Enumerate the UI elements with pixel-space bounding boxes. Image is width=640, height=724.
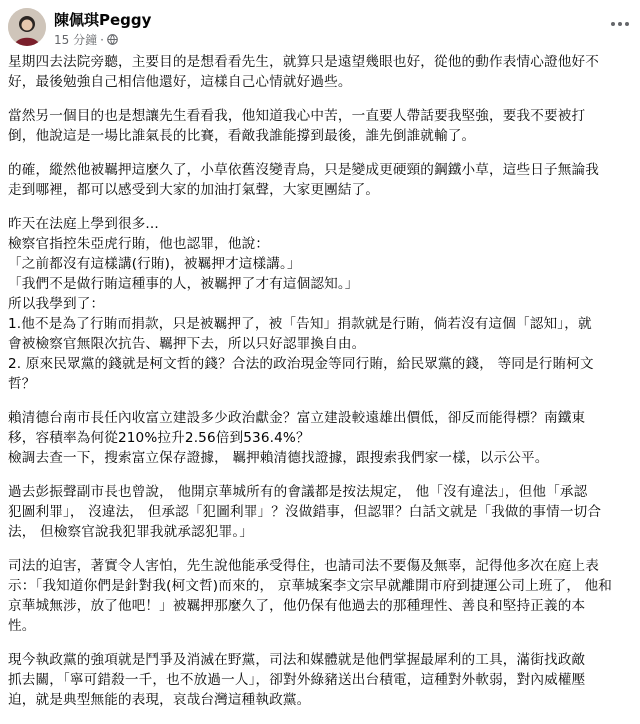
paragraph-line: 過去彭振聲副市長也曾說， 他開京華城所有的會議都是按法規定， 他「沒有違法」，但他「承認 [8,484,588,500]
paragraph-line: 「我們不是做行賄這種事的人，被羈押了才有這個認知。」 [8,276,359,292]
paragraph-line: 會被檢察官無限次抗告、羈押下去，所以只好認罪換自由。 [8,336,366,352]
paragraph-line: 昨天在法庭上學到很多... [8,216,159,232]
paragraph-line: 好，最後勉強自己相信他還好，這樣自己心情就好過些。 [8,74,352,90]
paragraph-line: 賴清德台南市長任內收富立建設多少政治獻金？富立建設較遠雄出價低，卻反而能得標？南鐵東 [8,410,586,426]
post-paragraph [8,106,632,146]
post-time[interactable]: 15 分鐘 [54,33,98,47]
paragraph-line: 檢察官指控朱亞虎行賄，他也認罪，他說： [8,236,270,252]
paragraph-line: 現今執政黨的強項就是鬥爭及消滅在野黨，司法和媒體就是他們掌握最犀利的工具，滿街找政敵 [8,652,586,668]
author-name[interactable]: 陳佩琪Peggy [54,11,152,29]
paragraph-line: 當然另一個目的也是想讓先生看看我，他知道我心中苦，一直要人帶話要我堅強，要我不要被打 [8,108,586,124]
paragraph-line: 法， 但檢察官說我犯罪我就承認犯罪。」 [8,524,254,540]
post-body [8,52,632,724]
post-header [8,6,632,50]
paragraph-line: 迫，就是典型無能的表現，哀哉台灣這種執政黨。 [8,692,311,708]
post-paragraph [8,556,632,636]
paragraph-line: 司法的迫害，著實令人害怕，先生說他能承受得住，也請司法不要傷及無辜，記得他多次在庭上表 [8,558,599,574]
paragraph-line: 倒，他說這是一場比誰氣長的比賽，看敵我誰能撐到最後，誰先倒誰就輸了。 [8,128,476,144]
paragraph-line: 走到哪裡，都可以感受到大家的加油打氣聲，大家更團結了。 [8,182,380,198]
globe-icon[interactable] [107,34,118,45]
paragraph-line: 的確，縱然他被羈押這麼久了，小草依舊沒變青鳥，只是變成更硬頸的鋼鐵小草，這些日子無論我 [8,162,599,178]
post-paragraph [8,650,632,710]
paragraph-line: 抓去關，「寧可錯殺一千，也不放過一人」，卻對外綠豬送出台積電，這種對外軟弱，對內威權壓 [8,672,586,688]
paragraph-line: 京華城無涉，放了他吧！」被羈押那麼久了，他仍保有他過去的那種理性、善良和堅持正義的本 [8,598,586,614]
paragraph-line: 1.他不是為了行賄而捐款，只是被羈押了，被「告知」捐款就是行賄，倘若沒有這個「認知」，就 [8,316,592,332]
post-meta [54,31,118,48]
paragraph-line: 移，容積率為何從210%拉升2.56倍到536.4%？ [8,430,310,446]
post-paragraph [8,160,632,200]
paragraph-line: 示：「我知道你們是針對我(柯文哲)而來的， 京華城案李文宗早就離開市府到捷運公司上班了， 他和 [8,578,613,594]
paragraph-line: 哲？ [8,376,36,392]
avatar[interactable] [8,8,46,46]
paragraph-line: 檢調去查一下，搜索富立保存證據， 羈押賴清德找證據，跟搜索我們家一樣，以示公平。 [8,450,549,466]
paragraph-line: 所以我學到了： [8,296,105,312]
paragraph-line: 犯圖利罪」， 沒違法， 但承認「犯圖利罪」？沒做錯事，但認罪？白話文就是「我做的事情一切合 [8,504,602,520]
post-paragraph [8,408,632,468]
post-paragraph [8,214,632,394]
post-paragraph [8,52,632,92]
paragraph-line: 星期四去法院旁聽，主要目的是想看看先生，就算只是遠望幾眼也好，從他的動作表情心證他好不 [8,54,599,70]
paragraph-line: 「之前都沒有這樣講(行賄)，被羈押才這樣講。」 [8,256,301,272]
meta-separator: · [100,32,104,47]
paragraph-line: 2. 原來民眾黨的錢就是柯文哲的錢？合法的政治現金等同行賄，給民眾黨的錢， 等同是行賄柯文 [8,356,594,372]
paragraph-line: 性。 [8,618,36,634]
post-paragraph [8,482,632,542]
more-options-icon[interactable] [608,14,632,34]
